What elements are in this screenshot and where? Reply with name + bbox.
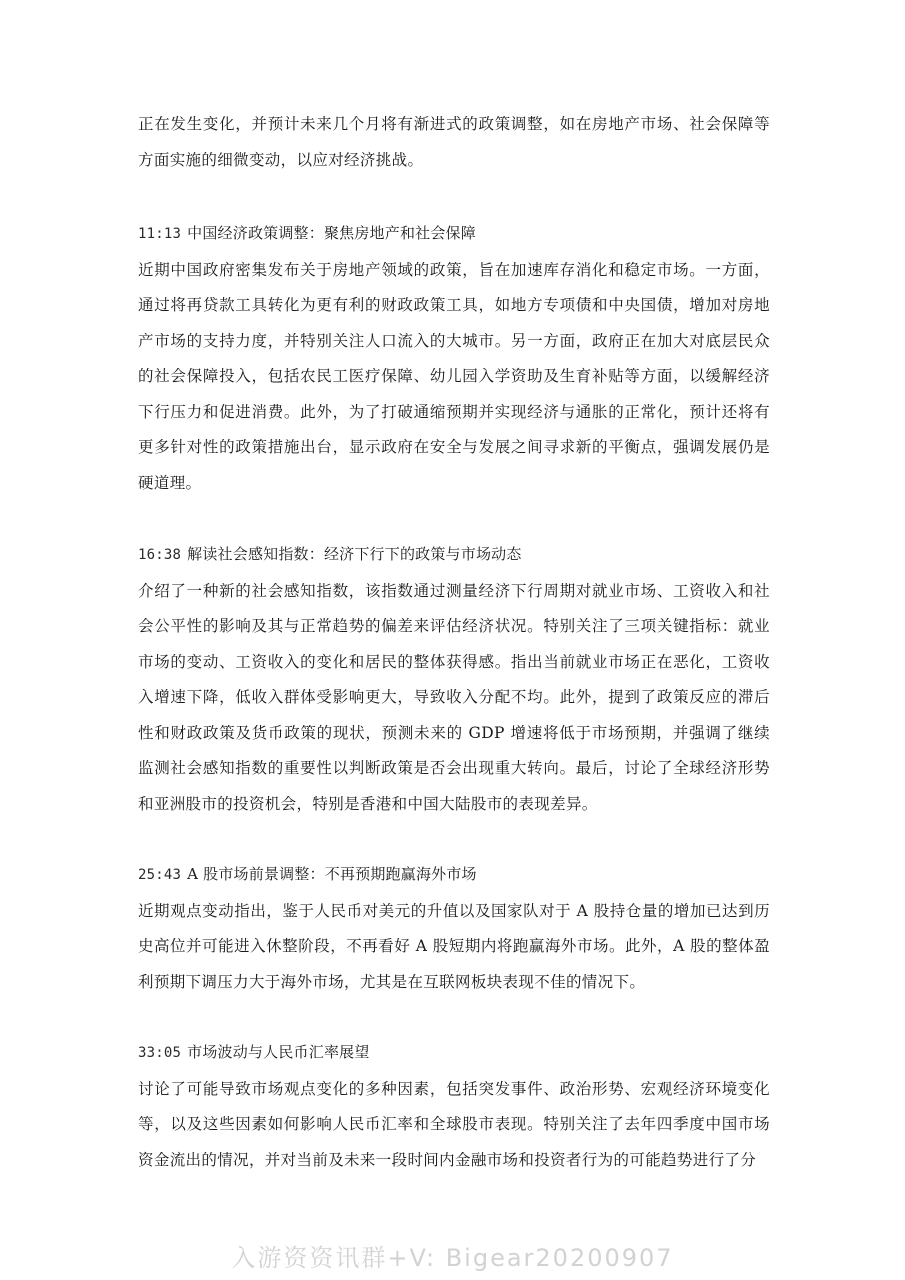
intro-paragraph: 正在发生变化，并预计未来几个月将有渐进式的政策调整，如在房地产市场、社会保障等方面实施的细微变动，以应对经济挑战。 [138,115,770,169]
timestamp: 16:38 [138,547,182,563]
section-policy-adjustment [138,216,770,501]
section-heading [138,857,770,894]
section-a-share-outlook [138,857,770,1000]
section-body: 介绍了一种新的社会感知指数，该指数通过测量经济下行周期对就业市场、工资收入和社会公平性的影响及其与正常趋势的偏差来评估经济状况。特别关注了三项关键指标：就业市场的变动、工资收入的变化和居民的整体获得感。指出当前就业市场正在恶化，工资收入增速下降，低收入群体受影响更大，导致收入分配不均。此外，提到了政策反应的滞后性和财政政策及货币政策的现状，预测未来的 GDP 增速将低于市场预期，并强调了继续监测社会感知指数的重要性以判断政策是否会出现重大转向。最后，讨论了全球经济形势和亚洲股市的投资机会，特别是香港和中国大陆股市的表现差异。 [138,581,770,813]
watermark: 入游资资讯群+V: Bigear20200907 [231,1244,674,1272]
section-body: 近期观点变动指出，鉴于人民币对美元的升值以及国家队对于 A 股持仓量的增加已达到历史高位并可能进入休整阶段，不再看好 A 股短期内将跑赢海外市场。此外，A 股的整体盈利预期下调压力大于海外市场，尤其是在互联网板块表现不佳的情况下。 [138,901,770,991]
timestamp: 33:05 [138,1045,182,1061]
section-title: A 股市场前景调整：不再预期跑赢海外市场 [187,865,477,883]
section-heading [138,537,770,574]
section-title: 中国经济政策调整：聚焦房地产和社会保障 [187,224,476,242]
section-heading [138,1035,770,1072]
timestamp: 25:43 [138,867,182,883]
section-heading [138,216,770,253]
section-title: 市场波动与人民币汇率展望 [187,1043,370,1061]
section-body: 讨论了可能导致市场观点变化的多种因素，包括突发事件、政治形势、宏观经济环境变化等，以及这些因素如何影响人民币汇率和全球股市表现。特别关注了去年四季度中国市场资金流出的情况，并对当前及未来一段时间内金融市场和投资者行为的可能趋势进行了分 [138,1079,770,1169]
timestamp: 11:13 [138,226,182,242]
section-social-perception-index [138,537,770,822]
section-title: 解读社会感知指数：经济下行下的政策与市场动态 [187,545,522,563]
section-body: 近期中国政府密集发布关于房地产领域的政策，旨在加速库存消化和稳定市场。一方面，通过将再贷款工具转化为更有利的财政政策工具，如地方专项债和中央国债，增加对房地产市场的支持力度，并特别关注人口流入的大城市。另一方面，政府正在加大对底层民众的社会保障投入，包括农民工医疗保障、幼儿园入学资助及生育补贴等方面，以缓解经济下行压力和促进消费。此外，为了打破通缩预期并实现经济与通胀的正常化，预计还将有更多针对性的政策措施出台，显示政府在安全与发展之间寻求新的平衡点，强调发展仍是硬道理。 [138,260,770,492]
section-market-volatility-rmb [138,1035,770,1178]
